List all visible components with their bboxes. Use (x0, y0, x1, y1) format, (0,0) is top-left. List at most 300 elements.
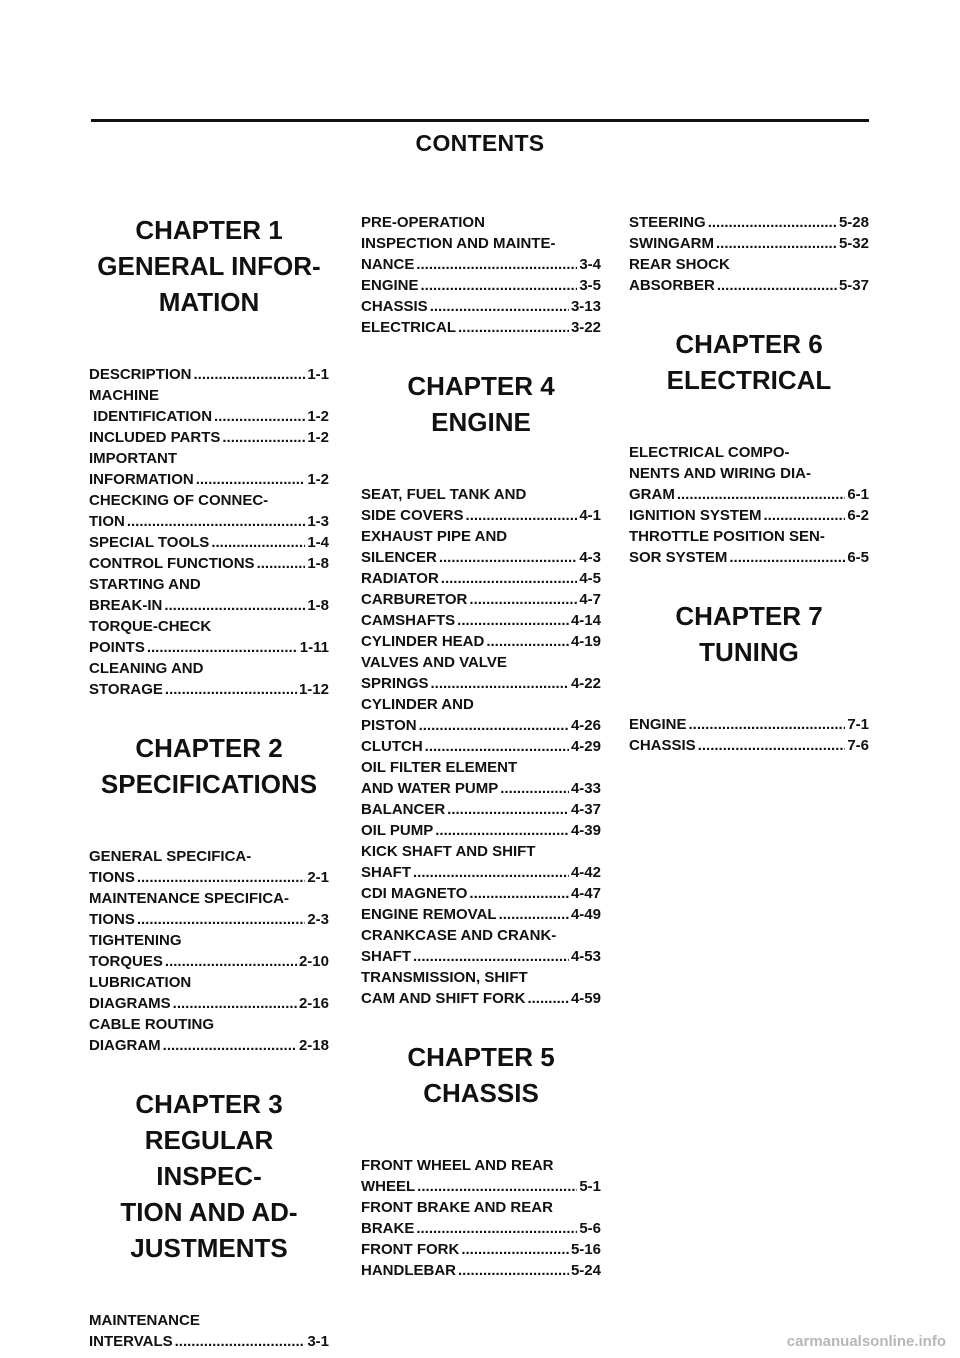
toc-entry-line (89, 532, 329, 553)
toc-entry-line (361, 296, 601, 317)
toc-entry-line (361, 967, 601, 988)
toc-entry-title: FRONT FORK (361, 1241, 460, 1258)
dot-leader (137, 867, 305, 888)
dot-leader (729, 547, 845, 568)
toc-entry-line (361, 736, 601, 757)
toc-entry-page: 1-2 (307, 471, 329, 488)
toc-entry-line (361, 1176, 601, 1197)
toc-entry[interactable] (629, 714, 869, 735)
toc-entry-page: 2-10 (298, 953, 329, 970)
toc-entry-page: 1-11 (299, 639, 329, 656)
spacer (629, 670, 869, 714)
toc-entry-line (361, 904, 601, 925)
toc-entry-page: 4-7 (579, 591, 601, 608)
dot-leader (417, 1176, 577, 1197)
dot-leader (431, 673, 569, 694)
toc-entry-title: SIDE COVERS (361, 507, 464, 524)
toc-entry-title: DIAGRAMS (89, 995, 171, 1012)
toc-entry-title: NENTS AND WIRING DIA- (629, 465, 811, 482)
dot-leader (211, 532, 305, 553)
toc-entry-line (361, 673, 601, 694)
toc-entry-line (89, 574, 329, 595)
toc-entry[interactable] (89, 490, 329, 532)
toc-entry-line (629, 484, 869, 505)
toc-entry-line (361, 820, 601, 841)
toc-entry-line (629, 735, 869, 756)
toc-entry[interactable] (629, 526, 869, 568)
toc-entry[interactable] (361, 610, 601, 631)
toc-entry-title: VALVES AND VALVE (361, 654, 507, 671)
toc-entry-line (361, 1239, 601, 1260)
chapter-heading-line: JUSTMENTS (130, 1233, 288, 1263)
chapter-heading (89, 212, 329, 320)
toc-column-2 (361, 212, 601, 1281)
chapter-heading-line: CHAPTER 1 (135, 215, 283, 245)
toc-entry-title: INCLUDED PARTS (89, 429, 221, 446)
toc-entry-line (629, 442, 869, 463)
toc-entry-line (629, 505, 869, 526)
spacer (89, 1266, 329, 1310)
toc-entry-page: 3-22 (570, 319, 601, 336)
toc-entry-line (629, 526, 869, 547)
toc-entry-page: 5-28 (838, 214, 869, 231)
toc-entry-page: 2-3 (307, 911, 329, 928)
toc-entry-line (361, 254, 601, 275)
toc-column-1 (89, 212, 329, 1352)
dot-leader (413, 862, 569, 883)
toc-entry-page: 4-59 (570, 990, 601, 1007)
toc-entry[interactable] (629, 254, 869, 296)
toc-entry-title: NANCE (361, 256, 415, 273)
dot-leader (196, 469, 306, 490)
toc-entry-line (89, 888, 329, 909)
dot-leader (425, 736, 569, 757)
toc-entry-page: 4-22 (570, 675, 601, 692)
spacer (361, 440, 601, 484)
toc-entry[interactable] (89, 364, 329, 385)
toc-entry-page: 2-1 (307, 869, 329, 886)
toc-entry-title: WHEEL (361, 1178, 416, 1195)
toc-entry-page: 1-8 (307, 555, 329, 572)
toc-entry[interactable] (89, 553, 329, 574)
toc-entry-line (361, 1260, 601, 1281)
toc-entry-line (89, 511, 329, 532)
toc-entry-title: TIONS (89, 869, 135, 886)
toc-entry-line (361, 757, 601, 778)
chapter-heading-line: SPECIFICATIONS (100, 769, 318, 799)
toc-entry[interactable] (361, 904, 601, 925)
toc-entry-title: SWINGARM (629, 235, 714, 252)
spacer (89, 320, 329, 364)
toc-entry[interactable] (361, 1260, 601, 1281)
toc-entry-line (361, 799, 601, 820)
toc-entry-title: FRONT BRAKE AND REAR (361, 1199, 553, 1216)
toc-entry[interactable] (361, 652, 601, 694)
dot-leader (175, 1331, 306, 1352)
toc-entry-line (361, 694, 601, 715)
dot-leader (439, 547, 577, 568)
dot-leader (214, 406, 305, 427)
toc-entry-line (361, 317, 601, 338)
toc-entry-title: POINTS (89, 639, 145, 656)
dot-leader (698, 735, 846, 756)
toc-entry[interactable] (361, 925, 601, 967)
toc-entry-page: 1-2 (307, 408, 329, 425)
chapter-heading (361, 368, 601, 440)
toc-entry-line (361, 233, 601, 254)
toc-entry-line (361, 505, 601, 526)
dot-leader (441, 568, 578, 589)
chapter-heading-line: GENERAL INFOR- (97, 251, 321, 281)
toc-entry-title: FRONT WHEEL AND REAR (361, 1157, 554, 1174)
toc-entry-title: MACHINE (89, 387, 159, 404)
toc-entry-page: 1-8 (307, 597, 329, 614)
toc-column-3 (629, 212, 869, 756)
dot-leader (716, 233, 837, 254)
toc-entry-page: 4-37 (570, 801, 601, 818)
dot-leader (466, 505, 578, 526)
toc-entry-title: CAM AND SHIFT FORK (361, 990, 526, 1007)
toc-entry-title: TIONS (89, 911, 135, 928)
toc-entry-line (89, 972, 329, 993)
toc-entry-page: 3-4 (579, 256, 601, 273)
toc-entry-page: 5-6 (579, 1220, 601, 1237)
toc-entry[interactable] (361, 317, 601, 338)
toc-entry-page: 7-1 (847, 716, 869, 733)
toc-entry[interactable] (361, 526, 601, 568)
spacer (89, 802, 329, 846)
toc-entry-page: 4-14 (570, 612, 601, 629)
chapter-heading-line: CHAPTER 2 (135, 733, 283, 763)
toc-entry-title: GENERAL SPECIFICA- (89, 848, 252, 865)
toc-entry[interactable] (361, 799, 601, 820)
dot-leader (469, 589, 577, 610)
toc-entry-page: 1-2 (307, 429, 329, 446)
toc-entry-title: LUBRICATION (89, 974, 192, 991)
toc-entry[interactable] (361, 568, 601, 589)
toc-entry-title: KICK SHAFT AND SHIFT (361, 843, 536, 860)
toc-entry-title: SPRINGS (361, 675, 429, 692)
toc-entry[interactable] (361, 484, 601, 526)
toc-entry-title: TIGHTENING (89, 932, 182, 949)
toc-entry-line (629, 463, 869, 484)
toc-entry-title: ENGINE (361, 277, 419, 294)
toc-entry-page: 4-26 (570, 717, 601, 734)
toc-entry-line (89, 595, 329, 616)
toc-entry-title: TION (89, 513, 125, 530)
toc-entry[interactable] (361, 694, 601, 736)
toc-entry-title: BALANCER (361, 801, 446, 818)
toc-entry-title: TORQUES (89, 953, 163, 970)
toc-entry-line (361, 631, 601, 652)
chapter-heading-line: ENGINE (431, 407, 531, 437)
chapter-heading (89, 1086, 329, 1266)
toc-entry[interactable] (361, 1239, 601, 1260)
toc-entry[interactable] (89, 930, 329, 972)
toc-entry-title: GRAM (629, 486, 675, 503)
toc-entry-title: RADIATOR (361, 570, 439, 587)
toc-entry-line (361, 568, 601, 589)
toc-entry-title: STORAGE (89, 681, 163, 698)
toc-entry[interactable] (361, 631, 601, 652)
toc-entry-title: CABLE ROUTING (89, 1016, 214, 1033)
toc-entry-line (89, 993, 329, 1014)
toc-entry[interactable] (89, 616, 329, 658)
toc-entry-page: 6-2 (847, 507, 869, 524)
dot-leader (457, 610, 569, 631)
toc-entry-title: SEAT, FUEL TANK AND (361, 486, 527, 503)
dot-leader (127, 511, 305, 532)
toc-entry-line (89, 679, 329, 700)
toc-entry-title: PRE-OPERATION (361, 214, 485, 231)
toc-entry-title: INSPECTION AND MAINTE- (361, 235, 556, 252)
toc-entry-page: 5-37 (838, 277, 869, 294)
dot-leader (416, 1218, 577, 1239)
page-title: CONTENTS (415, 130, 545, 156)
toc-entry-title: IMPORTANT (89, 450, 178, 467)
toc-entry-line (89, 490, 329, 511)
toc-entry-line (361, 841, 601, 862)
toc-entry-line (89, 553, 329, 574)
toc-entry-title: STARTING AND (89, 576, 201, 593)
toc-entry-title: BRAKE (361, 1220, 415, 1237)
toc-entry-line (89, 616, 329, 637)
toc-entry[interactable] (361, 212, 601, 275)
toc-entry-line (361, 589, 601, 610)
toc-entry[interactable] (629, 735, 869, 756)
toc-entry[interactable] (361, 757, 601, 799)
dot-leader (458, 317, 569, 338)
toc-entry-title: STEERING (629, 214, 706, 231)
toc-entry-line (361, 652, 601, 673)
chapter-heading-line: CHAPTER 4 (407, 371, 555, 401)
toc-entry[interactable] (629, 442, 869, 505)
toc-entry-line (89, 1035, 329, 1056)
toc-entry-title: CLEANING AND (89, 660, 204, 677)
toc-entry[interactable] (89, 532, 329, 553)
dot-leader (527, 988, 569, 1009)
toc-entry-line (361, 212, 601, 233)
watermark: carmanualsonline.info (786, 1333, 946, 1350)
toc-entry-title: OIL FILTER ELEMENT (361, 759, 518, 776)
toc-entry-page: 4-29 (570, 738, 601, 755)
toc-entry-line (89, 427, 329, 448)
toc-entry-page: 2-18 (298, 1037, 329, 1054)
toc-entry-title: CYLINDER HEAD (361, 633, 485, 650)
toc-entry-page: 4-42 (570, 864, 601, 881)
toc-entry-title: CARBURETOR (361, 591, 468, 608)
toc-entry[interactable] (361, 820, 601, 841)
toc-entry-page: 6-5 (847, 549, 869, 566)
toc-entry[interactable] (361, 589, 601, 610)
toc-entry-line (89, 1014, 329, 1035)
chapter-heading-line: MATION (158, 287, 260, 317)
toc-entry[interactable] (89, 846, 329, 888)
toc-entry-title: MAINTENANCE (89, 1312, 200, 1329)
toc-entry[interactable] (629, 233, 869, 254)
toc-entry-title: DESCRIPTION (89, 366, 192, 383)
toc-entry-line (89, 448, 329, 469)
toc-entry-title: INTERVALS (89, 1333, 173, 1350)
toc-entry-line (361, 925, 601, 946)
toc-entry[interactable] (361, 736, 601, 757)
toc-entry[interactable] (89, 658, 329, 700)
toc-entry[interactable] (361, 1155, 601, 1197)
toc-entry-title: ABSORBER (629, 277, 715, 294)
toc-entry-line (629, 212, 869, 233)
toc-entry-title: SILENCER (361, 549, 437, 566)
dot-leader (257, 553, 306, 574)
toc-entry-title: CHECKING OF CONNEC- (89, 492, 269, 509)
toc-entry-title: HANDLEBAR (361, 1262, 456, 1279)
toc-entry-title: SPECIAL TOOLS (89, 534, 210, 551)
toc-entry-line (89, 951, 329, 972)
toc-entry-line (361, 1197, 601, 1218)
chapter-heading (629, 598, 869, 670)
dot-leader (137, 909, 305, 930)
toc-entry[interactable] (89, 574, 329, 616)
toc-entry-line (361, 988, 601, 1009)
dot-leader (458, 1260, 569, 1281)
toc-entry[interactable] (89, 888, 329, 930)
chapter-heading-line: CHAPTER 5 (407, 1042, 555, 1072)
dot-leader (500, 778, 569, 799)
toc-entry[interactable] (361, 883, 601, 904)
toc-entry-title: MAINTENANCE SPECIFICA- (89, 890, 290, 907)
toc-entry[interactable] (361, 1197, 601, 1239)
chapter-heading-line: CHAPTER 3 (135, 1089, 283, 1119)
toc-entry-title: SOR SYSTEM (629, 549, 728, 566)
dot-leader (499, 904, 569, 925)
toc-entry-title: SHAFT (361, 948, 411, 965)
toc-entry-line (89, 469, 329, 490)
dot-leader (764, 505, 846, 526)
toc-entry[interactable] (89, 1014, 329, 1056)
toc-entry-title: CDI MAGNETO (361, 885, 468, 902)
chapter-heading-line: ELECTRICAL (666, 365, 832, 395)
dot-leader (165, 679, 297, 700)
toc-entry-page: 4-33 (570, 780, 601, 797)
dot-leader (435, 820, 569, 841)
dot-leader (222, 427, 305, 448)
toc-entry-page: 4-3 (579, 549, 601, 566)
toc-entry-line (361, 1218, 601, 1239)
toc-entry-page: 3-1 (307, 1333, 329, 1350)
toc-entry-line (89, 364, 329, 385)
toc-entry-line (89, 846, 329, 867)
toc-entry-title: CLUTCH (361, 738, 423, 755)
toc-entry-title: PISTON (361, 717, 417, 734)
toc-entry-line (89, 930, 329, 951)
dot-leader (469, 883, 569, 904)
toc-entry-page: 4-53 (570, 948, 601, 965)
toc-entry-line (361, 547, 601, 568)
toc-entry-line (89, 867, 329, 888)
dot-leader (165, 951, 297, 972)
toc-entry-title: INFORMATION (89, 471, 194, 488)
toc-entry[interactable] (89, 385, 329, 427)
spacer (629, 398, 869, 442)
dot-leader (416, 254, 577, 275)
toc-entry-page: 7-6 (847, 737, 869, 754)
toc-entry-title: IGNITION SYSTEM (629, 507, 762, 524)
dot-leader (419, 715, 569, 736)
toc-entry-title: TRANSMISSION, SHIFT (361, 969, 528, 986)
chapter-heading-line: CHAPTER 7 (675, 601, 823, 631)
toc-entry-title: CHASSIS (361, 298, 428, 315)
toc-entry[interactable] (629, 212, 869, 233)
toc-entry[interactable] (361, 967, 601, 1009)
dot-leader (430, 296, 569, 317)
toc-entry-page: 6-1 (847, 486, 869, 503)
dot-leader (173, 993, 297, 1014)
toc-entry[interactable] (361, 296, 601, 317)
chapter-heading (89, 730, 329, 802)
toc-entry-page: 1-3 (307, 513, 329, 530)
toc-entry-title: BREAK-IN (89, 597, 163, 614)
toc-entry[interactable] (89, 1310, 329, 1352)
toc-entry-line (89, 406, 329, 427)
toc-entry-page: 4-19 (570, 633, 601, 650)
toc-entry-page: 4-47 (570, 885, 601, 902)
toc-entry-title: ELECTRICAL COMPO- (629, 444, 790, 461)
toc-entry[interactable] (629, 505, 869, 526)
toc-entry[interactable] (89, 972, 329, 1014)
toc-entry-title: CAMSHAFTS (361, 612, 456, 629)
toc-entry[interactable] (89, 448, 329, 490)
toc-entry-title: ENGINE REMOVAL (361, 906, 497, 923)
dot-leader (447, 799, 569, 820)
dot-leader (677, 484, 845, 505)
dot-leader (147, 637, 298, 658)
toc-entry-page: 4-49 (570, 906, 601, 923)
toc-entry-line (361, 610, 601, 631)
toc-entry-page: 1-1 (307, 366, 329, 383)
toc-entry-title: CRANKCASE AND CRANK- (361, 927, 557, 944)
chapter-heading (361, 1039, 601, 1111)
toc-entry-line (361, 526, 601, 547)
toc-entry-line (361, 946, 601, 967)
toc-entry-page: 3-13 (570, 298, 601, 315)
toc-entry-title: CYLINDER AND (361, 696, 474, 713)
spacer (361, 1111, 601, 1155)
toc-entry-title: DIAGRAM (89, 1037, 161, 1054)
toc-entry-page: 4-1 (579, 507, 601, 524)
toc-entry-line (89, 637, 329, 658)
toc-entry-line (629, 275, 869, 296)
toc-entry-title: THROTTLE POSITION SEN- (629, 528, 825, 545)
toc-entry-title: CHASSIS (629, 737, 696, 754)
toc-entry-page: 5-24 (570, 1262, 601, 1279)
toc-entry-page: 4-5 (579, 570, 601, 587)
toc-entry-line (629, 233, 869, 254)
toc-entry-page: 5-32 (838, 235, 869, 252)
toc-entry-line (361, 275, 601, 296)
toc-entry-page: 3-5 (579, 277, 601, 294)
dot-leader (164, 595, 305, 616)
dot-leader (461, 1239, 569, 1260)
toc-entry[interactable] (89, 427, 329, 448)
toc-entry[interactable] (361, 841, 601, 883)
toc-entry-line (89, 658, 329, 679)
toc-entry[interactable] (361, 275, 601, 296)
toc-entry-title: OIL PUMP (361, 822, 434, 839)
chapter-heading-line: CHAPTER 6 (675, 329, 823, 359)
toc-entry-title: ENGINE (629, 716, 687, 733)
toc-entry-line (89, 909, 329, 930)
top-rule (91, 119, 869, 122)
toc-entry-title: ELECTRICAL (361, 319, 456, 336)
